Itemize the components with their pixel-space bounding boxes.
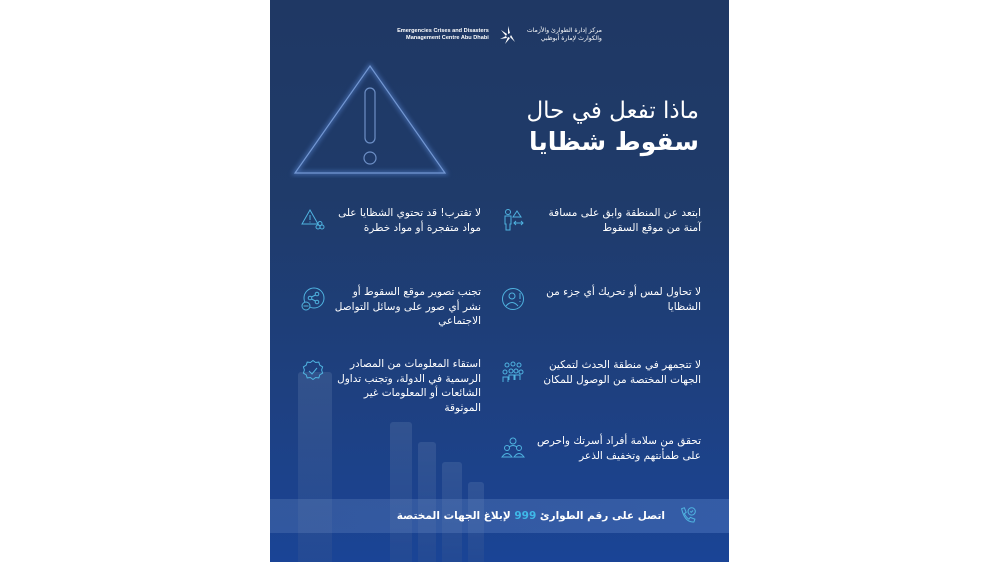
- org-name-en: Emergencies Crises and Disasters Management Centre Abu Dhabi: [397, 28, 489, 41]
- instruction-avoid-filming: تجنب تصوير موقع السقوط أو نشر أي صور على وسائل التواصل الاجتماعي: [301, 285, 481, 329]
- organization-header: [270, 24, 729, 46]
- instruction-do-not-approach: لا تقترب! قد تحتوي الشظايا على مواد متفجرة أو مواد خطرة: [301, 206, 481, 235]
- instruction-do-not-touch: لا تحاول لمس أو تحريك أي جزء من الشظايا: [501, 285, 701, 314]
- do-not-touch-icon: [501, 287, 525, 311]
- emergency-call-banner: [270, 499, 729, 533]
- ecdmc-logo-icon: [497, 24, 519, 46]
- emergency-call-text: اتصل على رقم الطوارئ 999 لإبلاغ الجهات المختصة: [396, 510, 665, 522]
- instruction-no-crowding: لا تتجمهر في منطقة الحدث لتمكين الجهات المختصة من الوصول للمكان: [501, 358, 701, 387]
- instruction-check-family: تحقق من سلامة أفراد أسرتك واحرص على طمأنتهم وتخفيف الذعر: [501, 434, 701, 463]
- keep-distance-icon: [501, 208, 525, 232]
- warning-triangle-icon: [280, 58, 460, 178]
- no-sharing-icon: [301, 287, 325, 311]
- crowd-icon: [501, 360, 525, 384]
- org-name-ar: مركز إدارة الطوارئ والأزمات والكوارث لإمارة أبوظبي: [526, 27, 602, 42]
- verified-badge-icon: [301, 359, 325, 383]
- phone-call-icon: [677, 505, 699, 527]
- instruction-keep-distance: ابتعد عن المنطقة وابق على مسافة آمنة من موقع السقوط: [501, 206, 701, 235]
- explosive-warning-icon: [301, 208, 325, 232]
- family-safety-icon: [501, 436, 525, 460]
- page-title: ماذا تفعل في حال سقوط شظايا: [526, 98, 699, 156]
- instruction-official-sources: استقاء المعلومات من المصادر الرسمية في الدولة، وتجنب تداول الشائعات أو المعلومات غير الموثوقة: [301, 357, 481, 415]
- emergency-infographic: [270, 0, 729, 562]
- emergency-number[interactable]: 999: [514, 510, 537, 522]
